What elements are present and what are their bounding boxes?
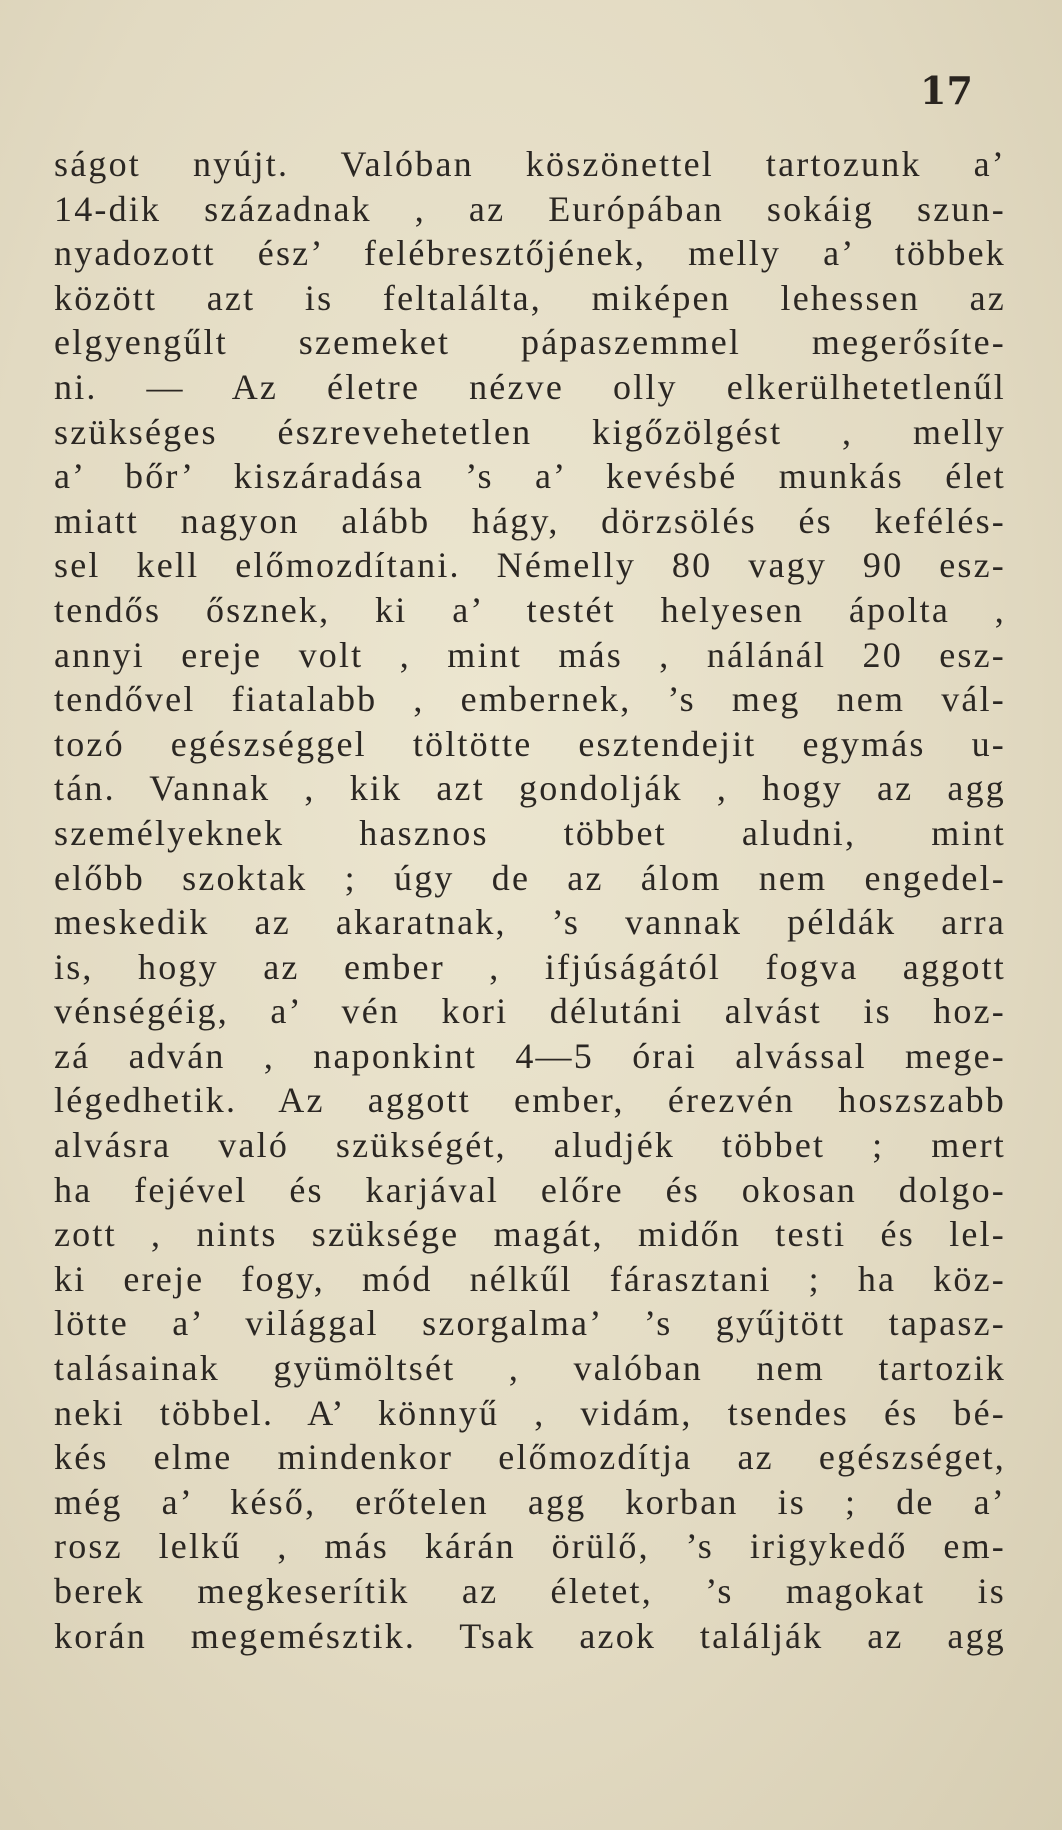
text-line: zott , nints szüksége magát, midőn testi és lel- — [54, 1214, 1006, 1255]
text-line: meskedik az akaratnak, ’s vannak példák arra — [54, 902, 1006, 943]
text-line: ni. — Az életre nézve olly elkerülhetetlenűl — [54, 366, 1006, 407]
text-line: tendős ősznek, ki a’ testét helyesen ápolta , — [54, 589, 1006, 630]
text-line: ha fejével és karjával előre és okosan dolgo- — [54, 1169, 1006, 1210]
text-line: ki ereje fogy, mód nélkűl fárasztani ; ha köz- — [54, 1258, 1006, 1299]
text-line: berek megkeserítik az életet, ’s magokat is — [54, 1571, 1006, 1611]
text-line: között azt is feltalálta, miképen lehessen az — [54, 277, 1006, 318]
text-line: tán. Vannak , kik azt gondolják , hogy az agg — [54, 768, 1006, 809]
text-line: személyeknek hasznos többet aludni, mint — [54, 812, 1006, 853]
text-line: nyadozott ész’ felébresztőjének, melly a’ többek — [54, 233, 1006, 274]
text-line: szükséges észrevehetetlen kigőzölgést , melly — [54, 411, 1006, 452]
text-line: tendővel fiatalabb , embernek, ’s meg nem vál- — [54, 679, 1006, 720]
text-line: annyi ereje volt , mint más , nálánál 20 esz- — [54, 634, 1006, 675]
text-line: lötte a’ világgal szorgalma’ ’s gyűjtött tapasz- — [54, 1303, 1006, 1344]
text-line: neki többel. A’ könnyű , vidám, tsendes és bé- — [54, 1392, 1006, 1433]
page-number: 17 — [920, 68, 973, 113]
text-line: korán megemésztik. Tsak azok találják az agg — [54, 1615, 1006, 1656]
text-line: alvásra való szükségét, aludjék többet ; mert — [54, 1125, 1006, 1166]
text-line: a’ bőr’ kiszáradása ’s a’ kevésbé munkás élet — [54, 456, 1006, 497]
text-line: elgyengűlt szemeket pápaszemmel megerősíte- — [54, 322, 1006, 363]
text-line: zá adván , naponkint 4—5 órai alvással mege- — [54, 1035, 1006, 1076]
text-line: tozó egészséggel töltötte esztendejit egymás u- — [54, 723, 1006, 764]
text-line: légedhetik. Az aggott ember, érezvén hoszszabb — [54, 1080, 1006, 1121]
text-line: is, hogy az ember , ifjúságától fogva aggott — [54, 946, 1006, 987]
text-line: miatt nagyon alább hágy, dörzsölés és kefélés- — [54, 500, 1006, 541]
body-text — [54, 142, 1006, 1658]
text-line: kés elme mindenkor előmozdítja az egészséget, — [54, 1437, 1006, 1478]
text-line: talásainak gyümöltsét , valóban nem tartozik — [54, 1348, 1006, 1389]
text-line: rosz lelkű , más kárán örülő, ’s irigykedő em- — [54, 1526, 1006, 1567]
text-line: vénségéig, a’ vén kori délutáni alvást is hoz- — [54, 991, 1006, 1032]
text-line: ságot nyújt. Valóban köszönettel tartozunk a’ — [54, 144, 1006, 184]
text-line: 14-dik századnak , az Európában sokáig szun- — [54, 188, 1006, 229]
text-line: előbb szoktak ; úgy de az álom nem engedel- — [54, 857, 1006, 898]
text-line: még a’ késő, erőtelen agg korban is ; de a’ — [54, 1481, 1006, 1522]
text-line: sel kell előmozdítani. Némelly 80 vagy 90 esz- — [54, 545, 1006, 586]
